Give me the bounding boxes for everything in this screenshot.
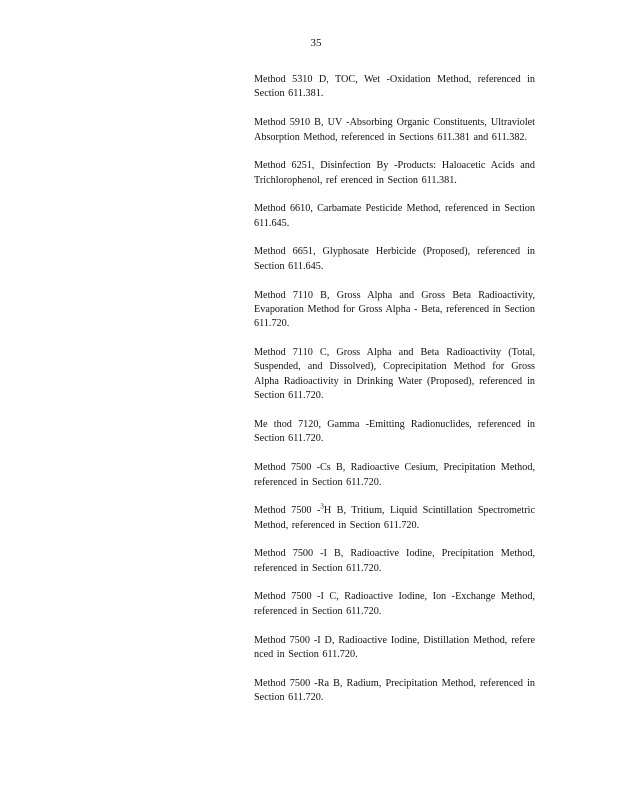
method-list <box>254 73 535 720</box>
method-entry-7500-ra-b: Method 7500 -Ra B, Radium, Precipitation Method, referenced in Section 611.720. <box>254 677 535 704</box>
page-number: 35 <box>310 37 322 49</box>
tritium-entry-prefix: Method 7500 - <box>254 505 321 517</box>
method-entry-7110c: Method 7110 C, Gross Alpha and Beta Radioactivity (Total, Suspended, and Dissolved), Coprecipitation Method for Gross Alpha Radioactivity in Drinking Water (Proposed), referenced in Section 611.720. <box>254 347 535 402</box>
method-entry-7110b: Method 7110 B, Gross Alpha and Gross Beta Radioactivity, Evaporation Method for Gross Alpha - Beta, referenced in Section 611.720. <box>254 289 535 330</box>
method-entry-6251: Method 6251, Disinfection By -Products: Haloacetic Acids and Trichlorophenol, ref erenced in Section 611.381. <box>254 160 535 186</box>
method-entry-7120: Me thod 7120, Gamma -Emitting Radionuclides, referenced in Section 611.720. <box>254 418 535 445</box>
method-entry-7500-3h-b <box>254 504 535 533</box>
method-entry-6610: Method 6610, Carbamate Pesticide Method, referenced in Section 611.645. <box>254 203 535 229</box>
method-entry-7500-i-b: Method 7500 -I B, Radioactive Iodine, Precipitation Method, referenced in Section 611.720. <box>254 548 535 574</box>
method-entry-5910b: Method 5910 B, UV -Absorbing Organic Constituents, Ultraviolet Absorption Method, referenced in Sections 611.381 and 611.382. <box>254 117 535 143</box>
method-entry-7500-i-d: Method 7500 -I D, Radioactive Iodine, Distillation Method, refere nced in Section 611.720. <box>254 634 535 660</box>
tritium-entry-rest: H B, Tritium, Liquid Scintillation Spectrometric Method, referenced in Section 611.720. <box>254 505 535 531</box>
tritium-superscript: 3 <box>320 502 324 511</box>
method-entry-7500-i-c: Method 7500 -I C, Radioactive Iodine, Ion -Exchange Method, referenced in Section 611.720. <box>254 591 535 617</box>
method-entry-5310d: Method 5310 D, TOC, Wet -Oxidation Method, referenced in Section 611.381. <box>254 74 535 100</box>
method-entry-6651: Method 6651, Glyphosate Herbicide (Proposed), referenced in Section 611.645. <box>254 246 535 272</box>
method-entry-7500-cs-b: Method 7500 -Cs B, Radioactive Cesium, Precipitation Method, referenced in Section 611.720. <box>254 462 535 488</box>
